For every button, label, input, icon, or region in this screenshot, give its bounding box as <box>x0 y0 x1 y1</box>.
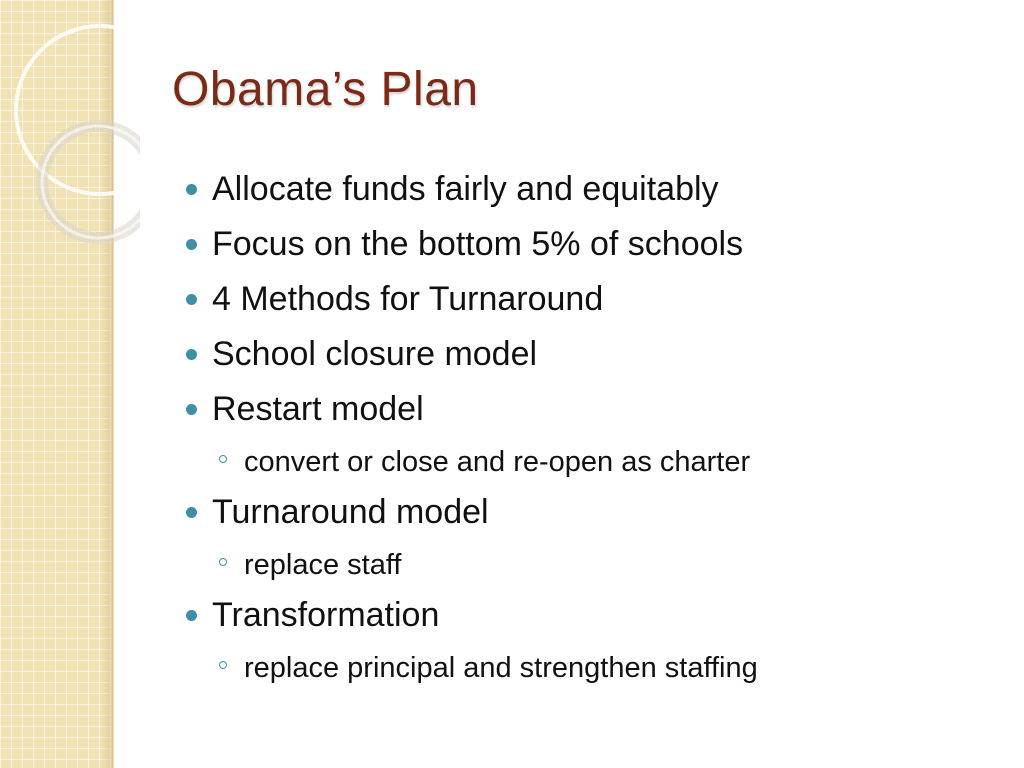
bullet-item <box>184 221 984 276</box>
filled-dot-icon <box>186 184 197 195</box>
bullet-text: Turnaround model <box>212 493 489 531</box>
bullet-item <box>184 489 984 544</box>
sub-bullet-item <box>184 647 984 695</box>
bullet-text: 4 Methods for Turnaround <box>212 280 604 318</box>
bullet-item <box>184 386 984 441</box>
bullet-text: Focus on the bottom 5% of schools <box>212 225 744 263</box>
bullet-text: School closure model <box>212 335 538 373</box>
filled-dot-icon <box>186 239 197 250</box>
bullet-text: Restart model <box>212 390 424 428</box>
bullet-item <box>184 166 984 221</box>
decorative-circles <box>0 0 140 260</box>
bullet-item <box>184 592 984 647</box>
sub-bullet-text: replace staff <box>244 549 402 581</box>
bullet-item <box>184 331 984 386</box>
filled-dot-icon <box>186 294 197 305</box>
filled-dot-icon <box>186 507 197 518</box>
bullet-item <box>184 276 984 331</box>
sub-bullet-text: replace principal and strengthen staffing <box>244 652 758 684</box>
hollow-ring-icon <box>219 455 227 463</box>
hollow-ring-icon <box>219 558 227 566</box>
bullet-text: Allocate funds fairly and equitably <box>212 170 719 208</box>
sub-bullet-text: convert or close and re-open as charter <box>244 446 751 478</box>
filled-dot-icon <box>186 404 197 415</box>
filled-dot-icon <box>186 349 197 360</box>
sub-bullet-item <box>184 544 984 592</box>
filled-dot-icon <box>186 610 197 621</box>
hollow-ring-icon <box>219 661 227 669</box>
bullet-list <box>184 166 984 695</box>
sub-bullet-item <box>184 441 984 489</box>
slide-title: Obama’s Plan <box>172 63 479 116</box>
decor-circle-large <box>16 26 140 194</box>
bullet-text: Transformation <box>212 596 440 634</box>
